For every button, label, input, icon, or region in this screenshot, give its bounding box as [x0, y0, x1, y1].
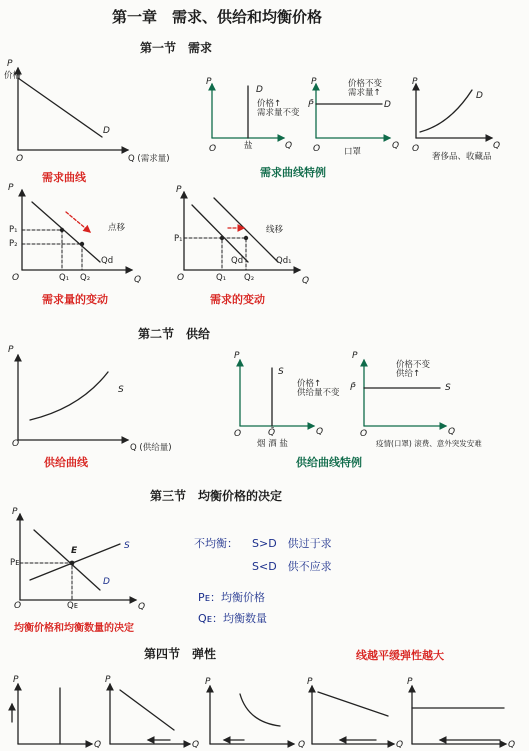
axis-label-o: O [177, 273, 185, 283]
label-p1: P₁ [174, 234, 183, 244]
axis-label-p: P [307, 677, 313, 687]
supply-line [30, 372, 108, 420]
demand-curve-caption: 需求曲线 [42, 171, 86, 184]
supply-curve-caption: 供给曲线 [44, 456, 88, 469]
note-line-move: 线移 [266, 225, 284, 235]
demand-line [18, 78, 102, 137]
curve-label-s: S [278, 367, 284, 377]
curve-label-d: D [103, 126, 110, 136]
equilibrium-chart [20, 514, 136, 600]
demand-special-caption: 需求曲线特例 [260, 166, 326, 179]
note-price-up-supply-same: 价格↑ 供给量不变 [297, 379, 340, 398]
demand-change-caption: 需求的变动 [210, 293, 265, 306]
special-supply-horizontal [364, 360, 446, 426]
axis-label-q: Q [448, 427, 456, 437]
qty-demanded-change-caption: 需求量的变动 [42, 293, 108, 306]
axis-label-q: Q [316, 427, 324, 437]
axis-label-o: O [12, 439, 20, 449]
point-label-e: E [71, 546, 78, 556]
demand-line [34, 530, 100, 590]
section-4-title: 第四节 弹性 [144, 647, 217, 661]
note-price-same-supply-up: 价格不变 供给↑ [396, 360, 431, 379]
axis-label-p: P [352, 351, 358, 361]
note-point-move: 点移 [108, 223, 126, 233]
axis-label-o: O [209, 144, 217, 154]
qe-definition: Qᴇ：均衡数量 [198, 612, 268, 625]
label-q2: Q₂ [80, 273, 91, 283]
chapter-title: 第一章 需求、供给和均衡价格 [112, 8, 323, 26]
point-a [220, 236, 224, 240]
curve-label-d: D [256, 85, 263, 95]
axis-label-p: P [205, 677, 211, 687]
supply-curve-chart [18, 355, 128, 440]
curve-label-s: S [118, 385, 124, 395]
label-p1: P₁ [9, 225, 18, 235]
elasticity-chart-2 [110, 684, 190, 744]
axis-label-p: P [407, 677, 413, 687]
pe-definition: Pᴇ：均衡价格 [198, 591, 266, 604]
s-gt-d-note: S>D 供过于求 [252, 537, 332, 550]
curve-label-d: D [476, 91, 483, 101]
supply-line [30, 544, 120, 580]
note-price-up-demand-same: 价格↑ 需求量不变 [257, 99, 300, 118]
section-1-title: 第一节 需求 [140, 41, 213, 55]
axis-label-q-supply: Q (供给量) [130, 443, 172, 453]
axis-label-q: Q [138, 602, 146, 612]
s-lt-d-note: S<D 供不应求 [252, 560, 332, 573]
axis-label-p: P [7, 59, 13, 69]
supply-special-caption: 供给曲线特例 [296, 456, 362, 469]
axis-label-pbar: P̄ [350, 383, 356, 393]
axis-label-q: Q [493, 141, 501, 151]
curve-label-d: D [384, 100, 391, 110]
axis-label-o: O [14, 601, 22, 611]
axis-label-q: Q [298, 740, 306, 750]
curve-label-d: D [103, 577, 110, 587]
axis-label-price: 价格 [4, 71, 22, 81]
axis-label-o: O [16, 154, 24, 164]
note-epidemic: 疫情(口罩) 滚费、意外突发安难 [376, 439, 482, 448]
section-2-title: 第二节 供给 [138, 327, 211, 341]
imbalance-label: 不均衡： [194, 537, 238, 550]
label-pe: Pᴇ [10, 558, 20, 568]
elasticity-chart-4 [312, 686, 394, 744]
label-qbar: Q̄ [268, 428, 276, 438]
curve-label-qd1: Qd₁ [276, 256, 292, 266]
axis-label-p: P [13, 675, 19, 685]
line-move-chart [184, 192, 300, 270]
axis-label-q: Q [134, 275, 142, 285]
special-demand-vertical [212, 84, 284, 138]
axis-label-p: P [206, 77, 212, 87]
special-demand-horizontal [316, 84, 390, 138]
equilibrium-caption: 均衡价格和均衡数量的决定 [14, 623, 134, 634]
elasticity-chart-5 [412, 686, 506, 744]
axis-label-p: P [311, 77, 317, 87]
axis-label-o: O [360, 429, 368, 439]
axis-label-o: O [412, 144, 420, 154]
axis-label-q-demand: Q (需求量) [128, 154, 170, 164]
point-a [60, 228, 64, 232]
axis-label-q: Q [396, 740, 404, 750]
demand-curve-chart [18, 68, 128, 150]
label-p2: P₂ [9, 239, 18, 249]
axis-label-p: P [234, 351, 240, 361]
point-b [244, 236, 248, 240]
section-3-title: 第三节 均衡价格的决定 [150, 489, 283, 503]
axis-label-q: Q [192, 740, 200, 750]
note-mask: 口罩 [344, 147, 362, 157]
label-q1: Q₁ [216, 273, 227, 283]
axis-label-p: P [8, 345, 14, 355]
curve-label-qd: Qd [101, 256, 114, 266]
axis-label-p: P [176, 185, 182, 195]
equilibrium-point [70, 561, 75, 566]
curve-label-s: S [445, 383, 451, 393]
axis-label-o: O [12, 273, 20, 283]
curve-label-s: S [124, 541, 130, 551]
label-q2: Q₂ [244, 273, 255, 283]
axis-label-p: P [12, 507, 18, 517]
axis-label-o: O [234, 429, 242, 439]
label-qe: Qᴇ [67, 601, 78, 611]
axis-label-q: Q [508, 740, 516, 750]
point-b [80, 242, 84, 246]
point-move-chart [22, 190, 132, 270]
note-price-same-demand-up: 价格不变 需求量↑ [348, 79, 383, 98]
axis-label-q: Q [94, 740, 102, 750]
note-cigarette-wine-salt: 烟 酒 盐 [257, 439, 288, 449]
axis-label-q: Q [392, 141, 400, 151]
axis-label-q: Q [302, 276, 310, 286]
elasticity-note: 线越平缓弹性越大 [356, 649, 444, 662]
axis-label-p: P [412, 77, 418, 87]
elasticity-chart-3 [210, 686, 294, 744]
note-luxury: 奢侈品、收藏品 [432, 152, 492, 162]
elasticity-chart-1 [12, 684, 92, 744]
curve-label-qd: Qd [231, 256, 244, 266]
note-salt: 盐 [244, 141, 253, 151]
axis-label-o: O [313, 144, 321, 154]
label-q1: Q₁ [59, 273, 70, 283]
axis-label-q: Q [285, 141, 293, 151]
special-demand-upward [416, 84, 492, 138]
special-supply-vertical [240, 360, 314, 426]
axis-label-p: P [105, 675, 111, 685]
axis-label-pbar: P̄ [308, 100, 314, 110]
axis-label-p: P [8, 183, 14, 193]
